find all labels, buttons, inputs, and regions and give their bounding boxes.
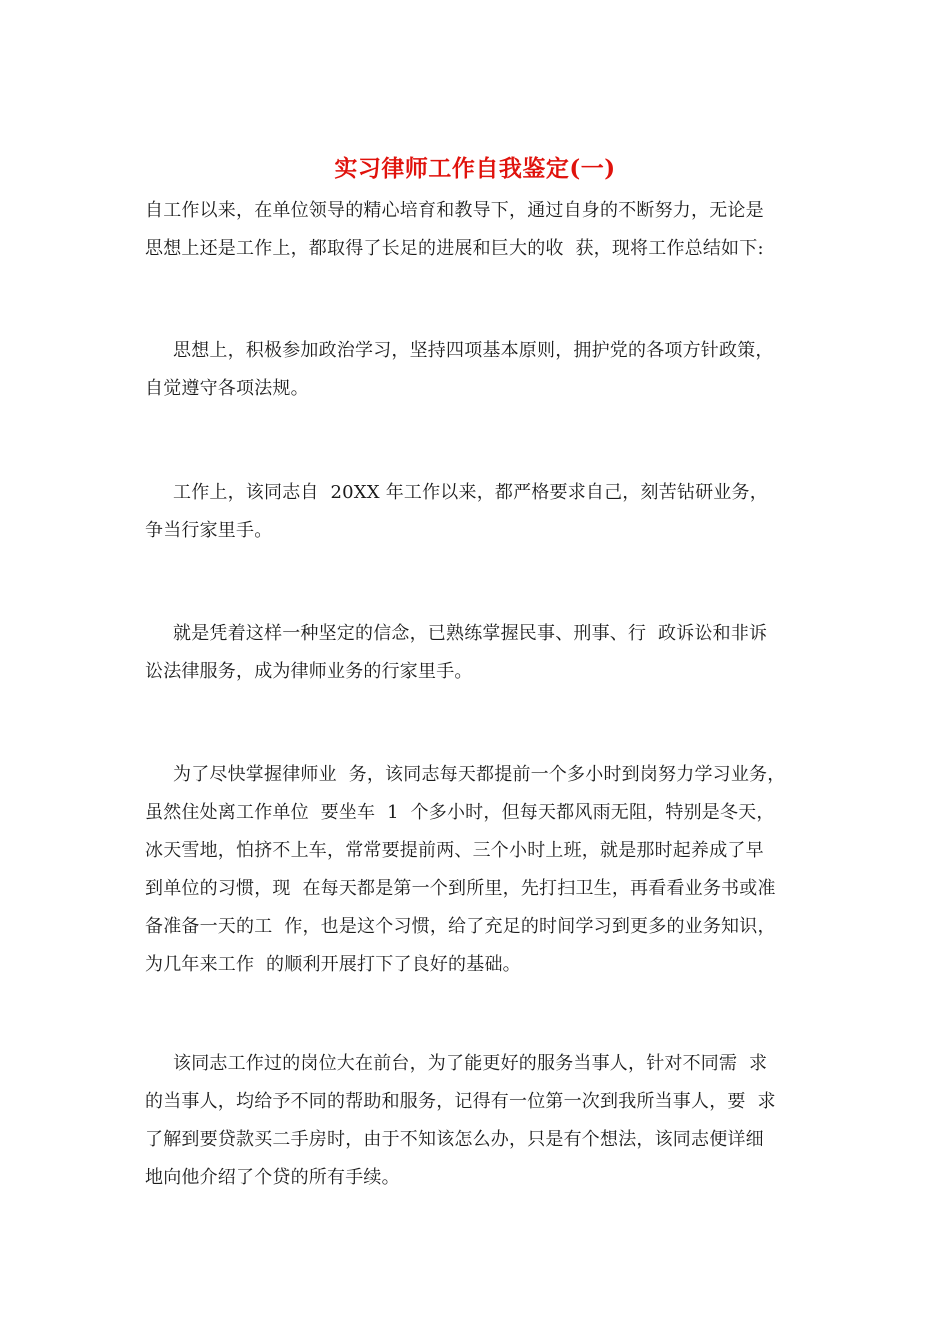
paragraph-4-line-2: 讼法律服务，成为律师业务的行家里手。 [145, 661, 473, 682]
paragraph-6-line-3: 了解到要贷款买二手房时，由于不知该怎么办，只是有个想法，该同志便详细 [145, 1129, 764, 1150]
paragraph-5-line-5: 备准备一天的工 作，也是这个习惯，给了充足的时间学习到更多的业务知识， [145, 916, 776, 937]
paragraph-1-line-2: 思想上还是工作上，都取得了长足的进展和巨大的收 获，现将工作总结如下: [145, 238, 764, 259]
document-title: 实习律师工作自我鉴定(一) [334, 155, 616, 182]
paragraph-2-line-2: 自觉遵守各项法规。 [145, 378, 309, 399]
paragraph-6-line-2: 的当事人，均给予不同的帮助和服务，记得有一位第一次到我所当事人，要 求 [145, 1091, 776, 1112]
paragraph-5-line-3: 冰天雪地，怕挤不上车，常常要提前两、三个小时上班，就是那时起养成了早 [145, 840, 764, 861]
paragraph-5-line-1: 为了尽快掌握律师业 务，该同志每天都提前一个多小时到岗努力学习业务， [173, 764, 786, 785]
paragraph-2-line-1: 思想上，积极参加政治学习，坚持四项基本原则，拥护党的各项方针政策， [173, 340, 774, 361]
paragraph-3-line-1: 工作上，该同志自 20XX 年工作以来，都严格要求自己，刻苦钻研业务， [173, 482, 768, 503]
paragraph-1-line-1: 自工作以来，在单位领导的精心培育和教导下，通过自身的不断努力，无论是 [145, 200, 764, 221]
paragraph-6-line-1: 该同志工作过的岗位大在前台，为了能更好的服务当事人，针对不同需 求 [173, 1053, 768, 1074]
paragraph-5-line-4: 到单位的习惯，现 在每天都是第一个到所里，先打扫卫生，再看看业务书或准 [145, 878, 776, 899]
paragraph-5-line-6: 为几年来工作 的顺利开展打下了良好的基础。 [145, 954, 521, 975]
paragraph-5-line-2: 虽然住处离工作单位 要坐车 1 个多小时，但每天都风雨无阻，特别是冬天， [145, 802, 775, 823]
paragraph-4-line-1: 就是凭着这样一种坚定的信念，已熟练掌握民事、刑事、行 政诉讼和非诉 [173, 623, 768, 644]
paragraph-3-line-2: 争当行家里手。 [145, 520, 273, 541]
paragraph-6-line-4: 地向他介绍了个贷的所有手续。 [145, 1167, 400, 1188]
